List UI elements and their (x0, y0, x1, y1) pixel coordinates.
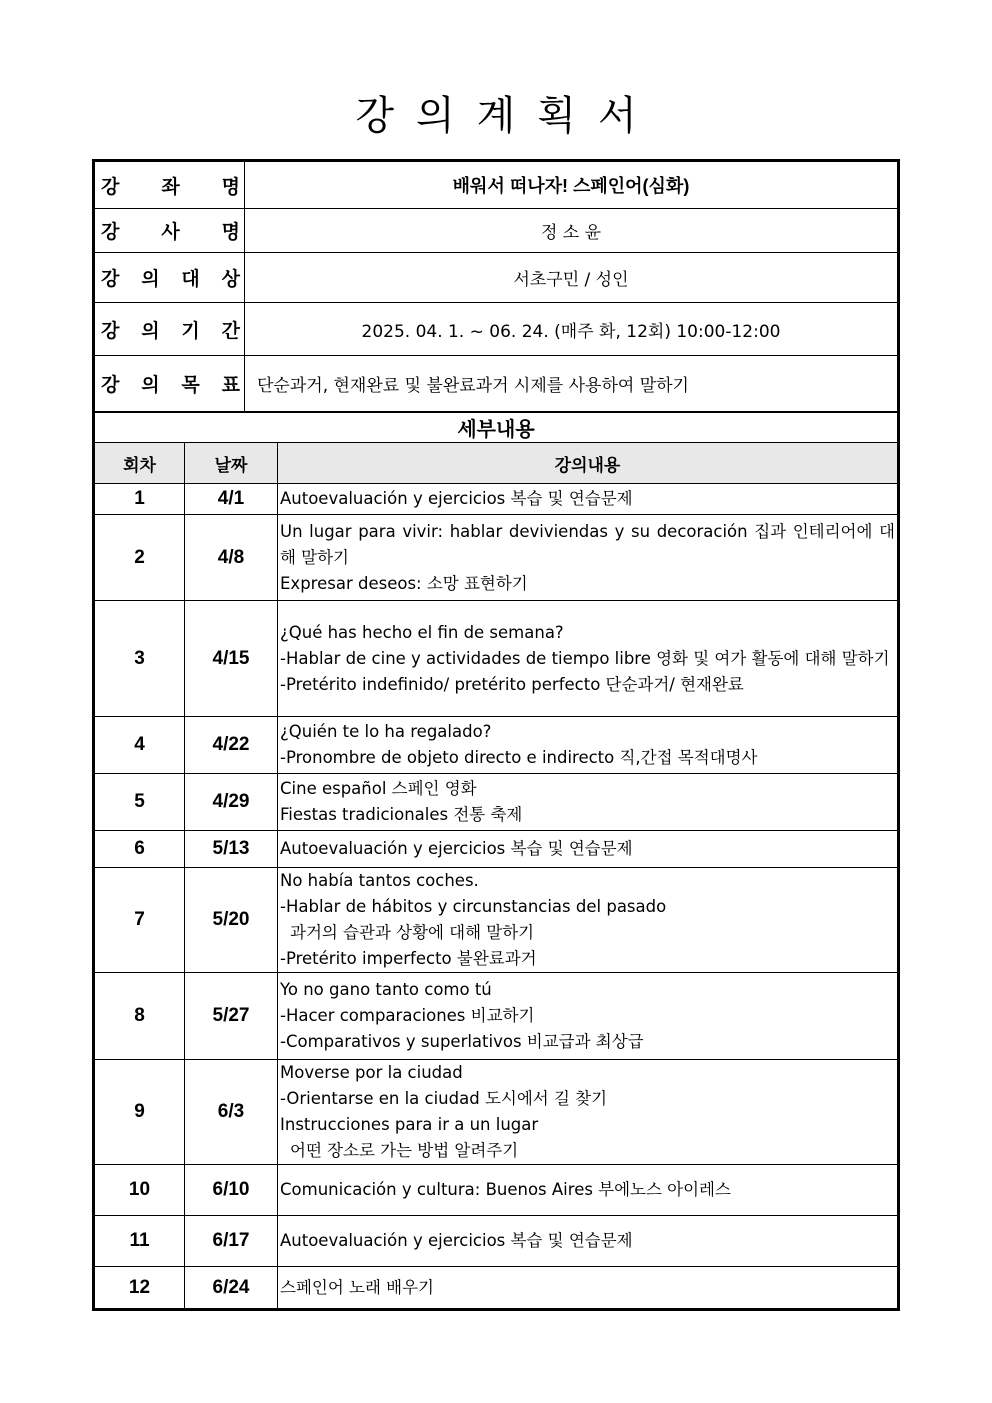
content-line: Fiestas tradicionales 전통 축제 (280, 805, 523, 824)
content-line: 과거의 습관과 상황에 대해 말하기 (290, 923, 535, 942)
session-number: 2 (95, 515, 185, 601)
content-line: -Hablar de hábitos y circunstancias del pasado (280, 897, 667, 916)
content-line: Instrucciones para ir a un lugar (280, 1115, 539, 1134)
content-line: -Pretérito imperfecto 불완료과거 (280, 949, 537, 968)
table-row (95, 484, 898, 515)
session-date: 6/3 (185, 1060, 278, 1165)
content-line: Cine español 스페인 영화 (280, 779, 477, 798)
table-row (95, 868, 898, 973)
session-content (278, 1165, 898, 1216)
table-row (95, 1216, 898, 1267)
session-content (278, 774, 898, 831)
target-row (95, 253, 898, 303)
content-line: -Pretérito indefinido/ pretérito perfecto 단순과거/ 현재완료 (280, 674, 744, 694)
content-line: -Hablar de cine y actividades de tiempo libre 영화 및 여가 활동에 대해 말하기 (280, 648, 890, 668)
course-row (95, 162, 898, 209)
column-header-content: 강의내용 (278, 443, 898, 484)
session-content (278, 484, 898, 515)
content-line: 어떤 장소로 가는 방법 알려주기 (290, 1141, 519, 1160)
content-line: ¿Quién te lo ha regalado? (280, 722, 492, 741)
content-line: No había tantos coches. (280, 871, 479, 890)
session-content (278, 601, 898, 717)
column-header-session: 회차 (95, 443, 185, 484)
table-row (95, 1267, 898, 1309)
instructor-name: 정 소 윤 (245, 209, 898, 253)
period-row (95, 303, 898, 356)
course-label: 강 좌 명 (95, 162, 245, 209)
session-number: 3 (95, 601, 185, 717)
session-content (278, 831, 898, 868)
session-content (278, 1060, 898, 1165)
session-date: 4/1 (185, 484, 278, 515)
session-date: 6/17 (185, 1216, 278, 1267)
session-date: 4/22 (185, 717, 278, 774)
session-date: 4/8 (185, 515, 278, 601)
content-line: -Comparativos y superlativos 비교급과 최상급 (280, 1032, 644, 1051)
content-line: Comunicación y cultura: Buenos Aires 부에노스 아이레스 (280, 1180, 731, 1199)
session-content (278, 868, 898, 973)
page-title: 강의계획서 (355, 93, 659, 139)
table-row (95, 717, 898, 774)
session-date: 4/15 (185, 601, 278, 717)
content-line: -Orientarse en la ciudad 도시에서 길 찾기 (280, 1089, 608, 1108)
content-line: 스페인어 노래 배우기 (280, 1277, 434, 1297)
session-number: 4 (95, 717, 185, 774)
section-title-row (95, 413, 898, 443)
session-date: 6/10 (185, 1165, 278, 1216)
column-header-date: 날짜 (185, 443, 278, 484)
content-line: Moverse por la ciudad (280, 1063, 463, 1082)
section-title: 세부내용 (95, 413, 898, 443)
session-number: 8 (95, 973, 185, 1060)
instructor-label: 강 사 명 (95, 209, 245, 253)
content-line: Expresar deseos: 소망 표현하기 (280, 573, 528, 593)
session-number: 9 (95, 1060, 185, 1165)
session-date: 4/29 (185, 774, 278, 831)
table-row (95, 831, 898, 868)
session-date: 5/13 (185, 831, 278, 868)
table-row (95, 1060, 898, 1165)
content-line: Autoevaluación y ejercicios 복습 및 연습문제 (280, 839, 633, 858)
content-line: Autoevaluación y ejercicios 복습 및 연습문제 (280, 489, 633, 508)
session-number: 10 (95, 1165, 185, 1216)
session-number: 12 (95, 1267, 185, 1309)
info-table (94, 161, 898, 412)
goal-row (95, 356, 898, 412)
course-name: 배워서 떠나자! 스페인어(심화) (245, 162, 898, 209)
content-line: Un lugar para vivir: hablar deviviendas y su decoración 집과 인테리어에 대해 말하기 (280, 521, 895, 567)
table-row (95, 1165, 898, 1216)
goal-label: 강 의 목 표 (95, 356, 245, 412)
table-row (95, 973, 898, 1060)
plan-table-frame (92, 159, 900, 1311)
session-date: 5/27 (185, 973, 278, 1060)
content-line: Yo no gano tanto como tú (280, 980, 492, 999)
session-content (278, 1267, 898, 1309)
period-value: 2025. 04. 1. ~ 06. 24. (매주 화, 12회) 10:00-12:00 (245, 303, 898, 356)
detail-table (94, 412, 898, 1309)
session-number: 5 (95, 774, 185, 831)
session-number: 6 (95, 831, 185, 868)
table-row (95, 515, 898, 601)
goal-value: 단순과거, 현재완료 및 불완료과거 시제를 사용하여 말하기 (245, 356, 898, 412)
session-date: 6/24 (185, 1267, 278, 1309)
session-date: 5/20 (185, 868, 278, 973)
content-line: -Pronombre de objeto directo e indirecto 직,간접 목적대명사 (280, 748, 758, 767)
session-number: 1 (95, 484, 185, 515)
session-content (278, 973, 898, 1060)
target-value: 서초구민 / 성인 (245, 253, 898, 303)
sessions-body (95, 484, 898, 1309)
column-header-row (95, 443, 898, 484)
table-row (95, 601, 898, 717)
content-line: ¿Qué has hecho el fin de semana? (280, 622, 564, 642)
instructor-row (95, 209, 898, 253)
session-content (278, 515, 898, 601)
target-label: 강 의 대 상 (95, 253, 245, 303)
session-number: 7 (95, 868, 185, 973)
table-row (95, 774, 898, 831)
session-number: 11 (95, 1216, 185, 1267)
session-content (278, 1216, 898, 1267)
content-line: -Hacer comparaciones 비교하기 (280, 1006, 535, 1025)
period-label: 강 의 기 간 (95, 303, 245, 356)
session-content (278, 717, 898, 774)
content-line: Autoevaluación y ejercicios 복습 및 연습문제 (280, 1231, 633, 1250)
